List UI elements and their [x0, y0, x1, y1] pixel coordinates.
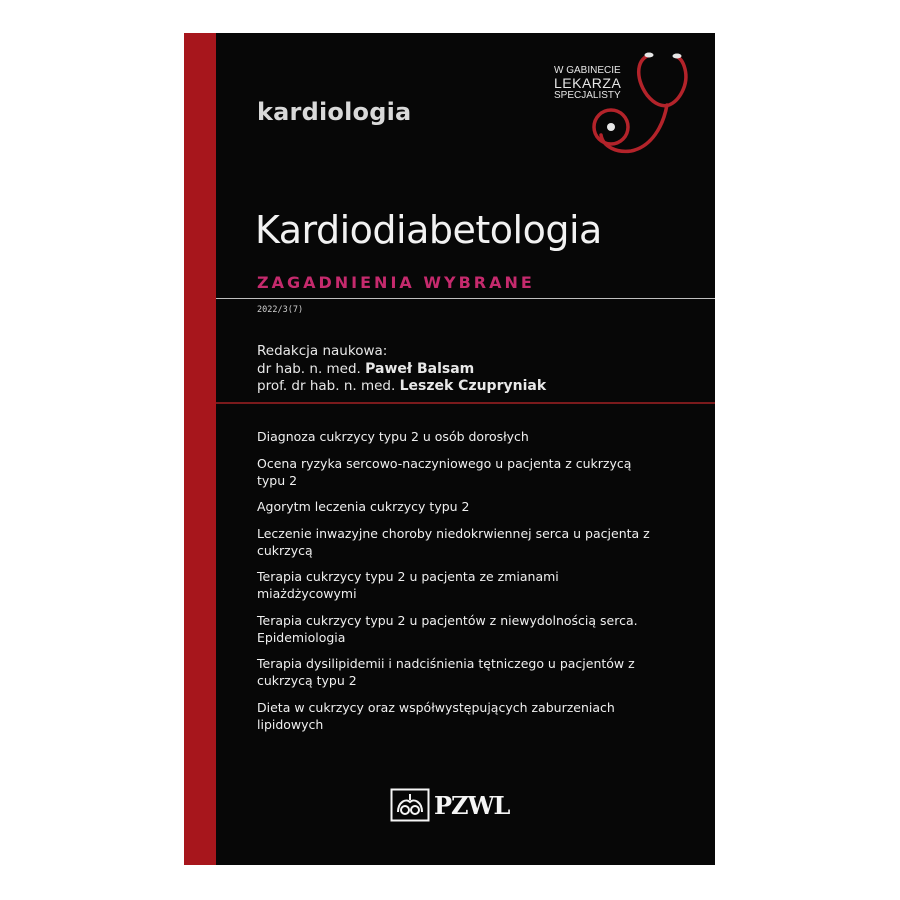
topic-item: Diagnoza cukrzycy typu 2 u osób dorosłych: [257, 429, 529, 444]
divider-line: [216, 298, 715, 299]
editor-2: [257, 378, 546, 396]
editor-1-prefix: dr hab. n. med.: [257, 360, 361, 377]
topic-item: Terapia dysilipidemii i nadciśnienia tętniczego u pacjentów z cukrzycą typu 2: [257, 656, 635, 688]
topic-item: Ocena ryzyka sercowo-naczyniowego u pacjenta z cukrzycą typu 2: [257, 455, 632, 488]
publisher-logo-icon: [390, 788, 430, 822]
book-title: Kardiodiabetologia: [255, 208, 602, 252]
publisher-logo: [390, 788, 509, 822]
red-divider-line: [216, 402, 715, 404]
book-cover: [184, 33, 715, 865]
topic-item: Leczenie inwazyjne choroby niedokrwiennej serca u pacjenta z cukrzycą: [257, 525, 650, 558]
editor-2-prefix: prof. dr hab. n. med.: [257, 378, 396, 394]
topic-item: Terapia cukrzycy typu 2 u pacjenta ze zmianami miażdżycowymi: [257, 569, 559, 601]
topic-item: Agorytm leczenia cukrzycy typu 2: [257, 499, 470, 514]
red-spine-stripe: [184, 33, 216, 865]
series-badge-line3: SPECJALISTY: [554, 90, 621, 101]
issue-number: 2022/3(7): [257, 305, 304, 315]
stethoscope-icon: [589, 47, 699, 167]
editors-block: [257, 343, 546, 396]
category-label: kardiologia: [257, 98, 412, 126]
editor-1-name: Paweł Balsam: [365, 360, 475, 377]
editor-2-name: Leszek Czupryniak: [399, 378, 547, 394]
topic-item: Terapia cukrzycy typu 2 u pacjentów z niewydolnością serca. Epidemiologia: [257, 612, 638, 645]
topic-item: Dieta w cukrzycy oraz współwystępujących zaburzeniach lipidowych: [257, 699, 615, 732]
editors-label: Redakcja naukowa:: [257, 343, 388, 359]
series-badge-line1: W GABINECIE: [554, 65, 621, 76]
topics-list: [257, 428, 657, 742]
editor-1: [257, 361, 546, 379]
series-badge-line2: LEKARZA: [554, 75, 622, 91]
publisher-name: PZWL: [434, 790, 510, 820]
book-subtitle: ZAGADNIENIA WYBRANE: [257, 273, 535, 292]
